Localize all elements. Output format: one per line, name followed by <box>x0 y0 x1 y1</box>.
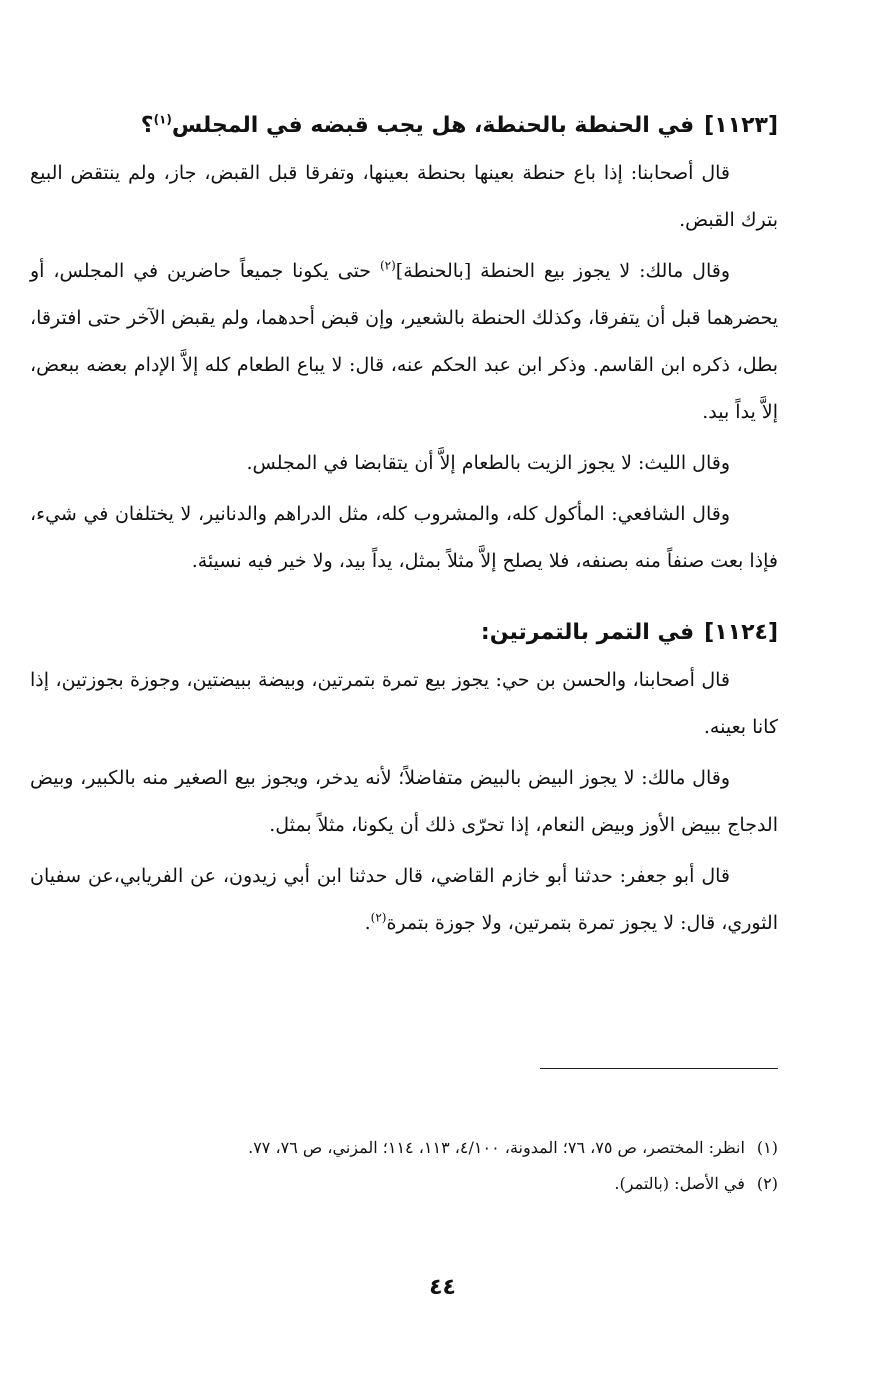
section-title-end: ؟ <box>140 113 154 138</box>
section-heading-1123 <box>30 108 778 144</box>
section-title: في التمر بالتمرتين: <box>480 620 695 645</box>
footnote-item <box>30 1130 778 1166</box>
footnote-ref: (٢) <box>379 258 396 273</box>
paragraph: وقال الشافعي: المأكول كله، والمشروب كله، مثل الدراهم والدنانير، لا يختلفان في شيء، فإذا بعت صنفاً منه بصنفه، فلا يصلح إلاَّ مثلاً بمثل، يداً بيد، ولا خير فيه نسيئة. <box>30 503 778 572</box>
footnote-text: في الأصل: (بالتمر). <box>614 1174 745 1193</box>
paragraph-text: وقال مالك: لا يجوز بيع الحنطة [بالحنطة] <box>395 260 731 282</box>
section-heading-1124 <box>30 615 778 651</box>
footnote-text: انظر: المختصر، ص ٧٥، ٧٦؛ المدونة، ٤/١٠٠، ١١٣، ١١٤؛ المزني، ص ٧٦، ٧٧. <box>248 1138 745 1157</box>
page-number: ٤٤ <box>429 1275 456 1300</box>
footnote-item <box>30 1166 778 1202</box>
paragraph-malik <box>30 248 778 436</box>
paragraph-text: قال أبو جعفر: حدثنا أبو خازم القاضي، قال حدثنا ابن أبي زيدون، عن الفريابي،عن سفيان الثوري، قال: لا يجوز تمرة بتمرتين، ولا جوزة بتمرة <box>30 865 778 934</box>
paragraph-text: في المجلس، أو يحضرهما قبل أن يتفرقا، وكذلك الحنطة بالشعير، وإن قبض أحدهما، ولم يقبض الآخر حتى افترقا، بطل، ذكره ابن القاسم. وذكر ابن عبد الحكم عنه، قال: لا يباع الطعام كله إلاَّ الإدام بعضه ببعض، إلاَّ يداً بيد. <box>30 260 778 423</box>
paragraph: وقال مالك: لا يجوز البيض بالبيض متفاضلاً؛ لأنه يدخر، ويجوز بيع الصغير منه بالكبير، وبيض الدجاج ببيض الأوز وبيض النعام، إذا تحرّى ذلك أن يكونا، مثلاً بمثل. <box>30 767 778 836</box>
paragraph: قال أصحابنا، والحسن بن حي: يجوز بيع تمرة بتمرتين، وبيضة ببيضتين، وجوزة بجوزتين، إذا كانا بعينه. <box>30 669 778 738</box>
section-number: [١١٢٣] <box>704 113 778 138</box>
footnote-ref: (١) <box>153 112 172 127</box>
footnote-marker: (١) <box>756 1138 778 1157</box>
section-number: [١١٢٤] <box>704 620 778 645</box>
paragraph-abu-jafar <box>30 853 778 947</box>
footnote-divider <box>540 1068 778 1069</box>
paragraph-end: . <box>364 912 371 934</box>
footnote-ref: (٢) <box>370 910 387 925</box>
paragraph: وقال الليث: لا يجوز الزيت بالطعام إلاَّ أن يتقابضا في المجلس. <box>246 452 730 474</box>
section-title: في الحنطة بالحنطة، هل يجب قبضه في المجلس <box>171 113 695 138</box>
paragraph-text: حتى يكونا جميعاً حاضرين <box>167 260 380 282</box>
footnotes <box>30 1130 778 1202</box>
paragraph: قال أصحابنا: إذا باع حنطة بعينها بحنطة بعينها، وتفرقا قبل القبض، جاز، ولم ينتقض البيع بترك القبض. <box>30 162 778 231</box>
footnote-marker: (٢) <box>756 1174 778 1193</box>
main-text <box>30 108 778 951</box>
